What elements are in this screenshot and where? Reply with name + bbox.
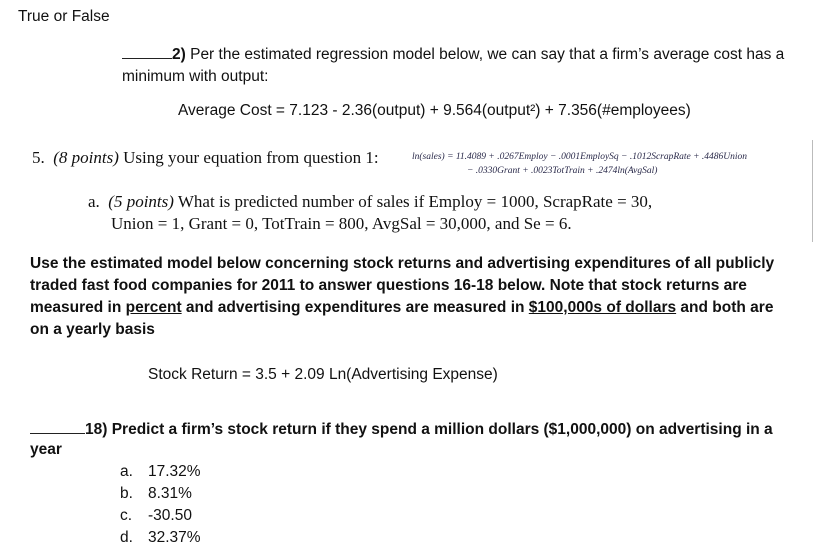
instructions-line1: Use the estimated model below concerning stock returns and advertising expenditures of all publicly: [30, 255, 775, 272]
question-18: [30, 419, 773, 439]
option-d: [120, 529, 201, 547]
question-text-continued: minimum with output:: [122, 68, 269, 85]
text-span: measured in: [30, 299, 126, 316]
subquestion-a-continued: Union = 1, Grant = 0, TotTrain = 800, AvgSal = 30,000, and Se = 6.: [111, 214, 572, 233]
option-a: [120, 463, 201, 481]
option-value: 8.31%: [148, 485, 192, 502]
instructions-line4: on a yearly basis: [30, 321, 155, 338]
text-span: and both are: [676, 299, 774, 316]
question-text-continued: year: [30, 441, 62, 458]
underlined-text: $100,000s of dollars: [528, 299, 677, 316]
margin-line: [812, 140, 813, 242]
text-span: and advertising expenditures are measured in: [181, 299, 529, 316]
answer-blank[interactable]: [122, 44, 172, 59]
question-number: 2): [172, 46, 186, 63]
option-letter: b.: [120, 485, 133, 502]
underlined-text: percent: [125, 299, 182, 316]
option-value: 32.37%: [148, 529, 201, 546]
option-letter: d.: [120, 529, 133, 546]
sub-label: a.: [88, 192, 100, 211]
option-c: [120, 507, 192, 525]
sub-text: What is predicted number of sales if Employ = 1000, ScrapRate = 30,: [173, 192, 653, 211]
option-b: [120, 485, 192, 503]
question-text: Per the estimated regression model below, we can say that a firm’s average cost has a: [185, 46, 785, 63]
question-number: 5.: [32, 148, 45, 167]
question-2: [122, 44, 784, 64]
option-letter: c.: [120, 507, 133, 524]
question-5: [32, 148, 379, 168]
instructions-line2: traded fast food companies for 2011 to answer questions 16-18 below. Note that stock returns are: [30, 277, 747, 294]
sales-equation-line1: ln(sales) = 11.4089 + .0267Employ − .0001EmploySq − .1012ScrapRate + .4486Union: [412, 152, 748, 162]
answer-blank[interactable]: [30, 419, 85, 434]
section-title: True or False: [18, 8, 110, 25]
points-label: (8 points): [53, 148, 119, 167]
instructions-line3: [30, 299, 773, 317]
points-label: (5 points): [108, 192, 174, 211]
stock-equation: Stock Return = 3.5 + 2.09 Ln(Advertising Expense): [148, 366, 498, 383]
sales-equation-line2: − .0330Grant + .0023TotTrain + .2474ln(AvgSal): [467, 166, 658, 176]
question-text: 18) Predict a firm’s stock return if they spend a million dollars ($1,000,000) on advertising in a: [85, 421, 773, 438]
cost-equation: Average Cost = 7.123 - 2.36(output) + 9.564(output²) + 7.356(#employees): [178, 102, 691, 119]
question-text: Using your equation from question 1:: [118, 148, 379, 167]
option-value: 17.32%: [148, 463, 201, 480]
subquestion-a: [88, 192, 652, 212]
option-value: -30.50: [148, 507, 192, 524]
option-letter: a.: [120, 463, 133, 480]
